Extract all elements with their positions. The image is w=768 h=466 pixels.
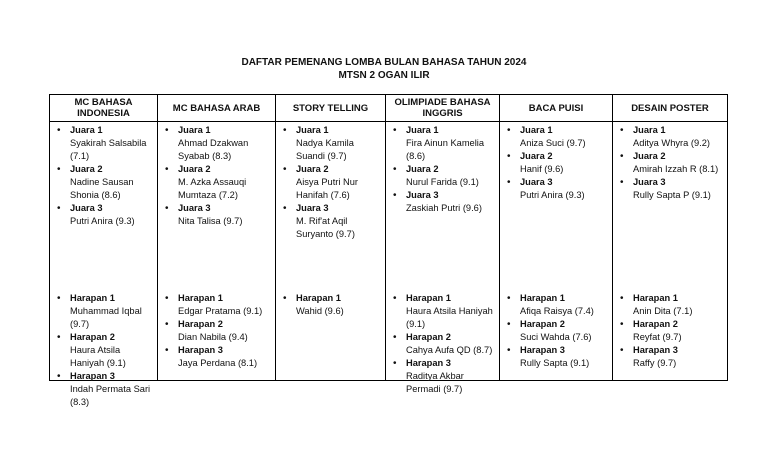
- winner-name: Cahya Aufa QD (8.7): [406, 345, 493, 355]
- winner-name: Aniza Suci (9.7): [520, 138, 586, 148]
- list-item: [500, 292, 612, 318]
- rank-label: • Juara 3: [296, 203, 329, 213]
- winner-name: Dian Nabila (9.4): [178, 332, 248, 342]
- winner-name: Afiqa Raisya (7.4): [520, 306, 594, 316]
- document-subtitle: MTSN 2 OGAN ILIR: [338, 70, 430, 81]
- winner-name: Fira Ainun Kamelia (8.6): [406, 138, 485, 161]
- rank-label: • Juara 1: [296, 125, 329, 135]
- rank-label: • Juara 2: [520, 151, 553, 161]
- list-item: [158, 202, 275, 228]
- winner-name: Indah Permata Sari (8.3): [70, 384, 151, 407]
- rank-label: • Harapan 1: [406, 293, 451, 303]
- list-item: [276, 124, 385, 163]
- winner-name: Raditya Akbar Permadi (9.7): [406, 371, 464, 394]
- rank-label: • Harapan 1: [178, 293, 223, 303]
- winner-name: Putri Anira (9.3): [70, 216, 135, 226]
- list-item: [613, 344, 727, 370]
- winner-name: Amirah Izzah R (8.1): [633, 164, 719, 174]
- winner-name: Raffy (9.7): [633, 358, 677, 368]
- juara-list: [500, 124, 612, 202]
- winner-name: Reyfat (9.7): [633, 332, 682, 342]
- column-header: OLIMPIADE BAHASA INGGRIS: [386, 95, 500, 122]
- harapan-list: [500, 292, 612, 370]
- harapan-list: [158, 292, 275, 370]
- list-item: [613, 124, 727, 150]
- winner-name: Syakirah Salsabila (7.1): [70, 138, 147, 161]
- winners-cell: [500, 122, 613, 381]
- juara-list: [158, 124, 275, 228]
- list-item: [158, 292, 275, 318]
- juara-list: [50, 124, 157, 228]
- winner-name: Jaya Perdana (8.1): [178, 358, 258, 368]
- rank-label: • Juara 1: [406, 125, 439, 135]
- rank-label: • Juara 2: [70, 164, 103, 174]
- rank-label: • Juara 1: [520, 125, 553, 135]
- list-item: [500, 176, 612, 202]
- rank-label: • Harapan 2: [178, 319, 223, 329]
- winner-name: Muhammad Iqbal (9.7): [70, 306, 142, 329]
- rank-label: • Juara 3: [633, 177, 666, 187]
- harapan-list: [613, 292, 727, 370]
- winner-name: Aditya Whyra (9.2): [633, 138, 710, 148]
- list-item: [50, 292, 157, 331]
- column-header: BACA PUISI: [500, 95, 613, 122]
- winner-name: Rully Sapta (9.1): [520, 358, 590, 368]
- column-header: MC BAHASA ARAB: [158, 95, 276, 122]
- list-item: [50, 163, 157, 202]
- list-item: [158, 344, 275, 370]
- rank-label: • Harapan 1: [296, 293, 341, 303]
- winner-name: Nurul Farida (9.1): [406, 177, 479, 187]
- winner-name: Anin Dita (7.1): [633, 306, 693, 316]
- winner-name: Edgar Pratama (9.1): [178, 306, 263, 316]
- winners-cell: [386, 122, 500, 394]
- rank-label: • Harapan 2: [520, 319, 565, 329]
- rank-label: • Harapan 3: [633, 345, 678, 355]
- list-item: [500, 124, 612, 150]
- winner-name: Hanif (9.6): [520, 164, 564, 174]
- list-item: [50, 202, 157, 228]
- list-item: [50, 331, 157, 370]
- winner-name: Ahmad Dzakwan Syabab (8.3): [178, 138, 249, 161]
- rank-label: • Juara 3: [520, 177, 553, 187]
- list-item: [50, 124, 157, 163]
- list-item: [613, 176, 727, 202]
- rank-label: • Juara 1: [633, 125, 666, 135]
- rank-label: • Harapan 3: [178, 345, 223, 355]
- rank-label: • Juara 2: [406, 164, 439, 174]
- rank-label: • Harapan 1: [70, 293, 115, 303]
- rank-label: • Harapan 1: [633, 293, 678, 303]
- winner-name: Haura Atsila Haniyah (9.1): [406, 306, 493, 329]
- list-item: [158, 163, 275, 202]
- column-header: STORY TELLING: [276, 95, 386, 122]
- rank-label: • Juara 3: [178, 203, 211, 213]
- list-item: [500, 150, 612, 176]
- winners-cell: [613, 122, 728, 381]
- rank-label: • Juara 3: [70, 203, 103, 213]
- winner-name: M. Rif'at Aqil Suryanto (9.7): [296, 216, 355, 239]
- winner-name: M. Azka Assauqi Mumtaza (7.2): [178, 177, 247, 200]
- list-item: [613, 150, 727, 176]
- rank-label: • Juara 1: [70, 125, 103, 135]
- winner-name: Nita Talisa (9.7): [178, 216, 243, 226]
- juara-list: [613, 124, 727, 202]
- winners-cell: [50, 122, 158, 407]
- list-item: [386, 292, 499, 331]
- rank-label: • Juara 2: [178, 164, 211, 174]
- harapan-list: [276, 292, 385, 318]
- list-item: [50, 370, 157, 409]
- winner-name: Suci Wahda (7.6): [520, 332, 592, 342]
- winner-name: Rully Sapta P (9.1): [633, 190, 711, 200]
- rank-label: • Harapan 2: [70, 332, 115, 342]
- rank-label: • Harapan 3: [70, 371, 115, 381]
- list-item: [276, 163, 385, 202]
- table-header-row: [50, 95, 728, 122]
- rank-label: • Juara 2: [296, 164, 329, 174]
- list-item: [386, 124, 499, 163]
- column-header: MC BAHASA INDONESIA: [50, 95, 158, 122]
- winners-cell: [158, 122, 276, 381]
- list-item: [500, 318, 612, 344]
- winner-name: Nadya Kamila Suandi (9.7): [296, 138, 354, 161]
- list-item: [500, 344, 612, 370]
- list-item: [386, 163, 499, 189]
- winners-table: [49, 94, 728, 407]
- rank-label: • Harapan 2: [406, 332, 451, 342]
- rank-label: • Harapan 3: [520, 345, 565, 355]
- rank-label: • Juara 3: [406, 190, 439, 200]
- list-item: [276, 202, 385, 241]
- harapan-list: [386, 292, 499, 396]
- juara-list: [276, 124, 385, 241]
- document-title: DAFTAR PEMENANG LOMBA BULAN BAHASA TAHUN 2024: [241, 57, 527, 68]
- rank-label: • Juara 2: [633, 151, 666, 161]
- table-row: [50, 122, 728, 381]
- list-item: [158, 318, 275, 344]
- list-item: [158, 124, 275, 163]
- winner-name: Haura Atsila Haniyah (9.1): [70, 345, 126, 368]
- list-item: [386, 331, 499, 357]
- winner-name: Aisya Putri Nur Hanifah (7.6): [296, 177, 358, 200]
- list-item: [386, 357, 499, 396]
- list-item: [276, 292, 385, 318]
- rank-label: • Harapan 3: [406, 358, 451, 368]
- rank-label: • Harapan 1: [520, 293, 565, 303]
- harapan-list: [50, 292, 157, 409]
- rank-label: • Juara 1: [178, 125, 211, 135]
- winner-name: Nadine Sausan Shonia (8.6): [70, 177, 134, 200]
- winner-name: Putri Anira (9.3): [520, 190, 585, 200]
- winner-name: Wahid (9.6): [296, 306, 344, 316]
- winners-cell: [276, 122, 386, 381]
- list-item: [386, 189, 499, 215]
- list-item: [613, 318, 727, 344]
- column-header: DESAIN POSTER: [613, 95, 728, 122]
- juara-list: [386, 124, 499, 215]
- rank-label: • Harapan 2: [633, 319, 678, 329]
- list-item: [613, 292, 727, 318]
- winner-name: Zaskiah Putri (9.6): [406, 203, 482, 213]
